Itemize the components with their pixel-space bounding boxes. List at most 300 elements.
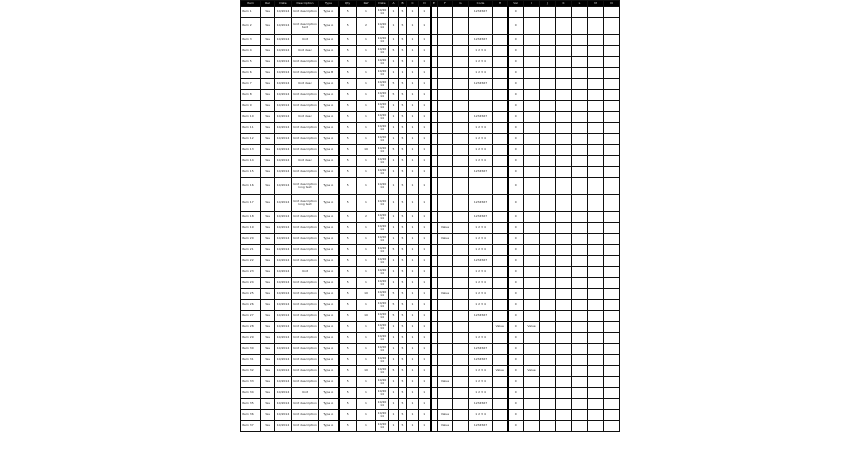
table-cell: 0 [508, 145, 524, 156]
table-cell [572, 421, 588, 432]
table-cell: 1 [357, 90, 376, 101]
table-cell: Yes [261, 256, 275, 267]
table-cell [438, 7, 453, 18]
table-cell [588, 101, 604, 112]
table-cell: Unit description [292, 134, 319, 145]
table-cell [453, 322, 469, 333]
table-cell: Yes [261, 410, 275, 421]
table-cell [556, 112, 572, 123]
table-cell: 5 [389, 79, 399, 90]
table-cell: 10/2014 [275, 234, 292, 245]
table-cell: 10/2014 [275, 134, 292, 145]
table-cell [604, 245, 620, 256]
table-cell: Item 27 [241, 311, 261, 322]
table-cell [431, 90, 438, 101]
table-row [241, 46, 620, 57]
table-cell: 1 [407, 35, 419, 46]
table-cell: 1 [357, 322, 376, 333]
table-cell: 10/2014 [376, 112, 389, 123]
table-cell: Yes [261, 212, 275, 223]
table-cell: 1 [407, 267, 419, 278]
table-cell [588, 145, 604, 156]
table-cell: 0 [508, 167, 524, 178]
table-row [241, 7, 620, 18]
table-cell: Type A [319, 79, 339, 90]
table-cell [604, 410, 620, 421]
table-cell [588, 322, 604, 333]
table-cell [604, 46, 620, 57]
table-cell: Item 9 [241, 101, 261, 112]
table-cell [588, 156, 604, 167]
table-cell: 5 [399, 134, 407, 145]
table-cell [524, 18, 540, 35]
table-cell [588, 278, 604, 289]
table-cell: 5 [339, 234, 357, 245]
table-cell: Yes [261, 234, 275, 245]
table-cell [524, 123, 540, 134]
table-cell: 10/2014 [376, 7, 389, 18]
table-cell: 10/2014 [376, 178, 389, 195]
table-cell: 5 [339, 212, 357, 223]
table-cell: 1 [419, 300, 431, 311]
table-cell: 1 [357, 68, 376, 79]
table-cell [556, 212, 572, 223]
table-cell: 1 [389, 377, 399, 388]
column-header: F [438, 1, 453, 7]
table-cell [493, 123, 508, 134]
table-cell: Item 1 [241, 7, 261, 18]
table-cell [588, 344, 604, 355]
table-cell [493, 300, 508, 311]
table-cell: 5 [399, 90, 407, 101]
table-cell: 10/2014 [376, 421, 389, 432]
table-cell [572, 377, 588, 388]
table-cell: 5 [399, 223, 407, 234]
table-cell: 1 [419, 112, 431, 123]
table-cell: 10/2014 [275, 156, 292, 167]
table-cell: Yes [261, 123, 275, 134]
table-cell: 5 [389, 366, 399, 377]
table-cell: 1 [407, 421, 419, 432]
table-row [241, 79, 620, 90]
table-cell [524, 267, 540, 278]
table-cell [572, 223, 588, 234]
table-cell [438, 46, 453, 57]
table-cell [540, 344, 556, 355]
table-cell [524, 311, 540, 322]
table-cell: 10/2014 [376, 101, 389, 112]
table-cell: Value [438, 234, 453, 245]
table-row [241, 234, 620, 245]
table-cell: Item 4 [241, 46, 261, 57]
table-cell: 10/2014 [376, 18, 389, 35]
table-cell: Item 32 [241, 366, 261, 377]
table-cell [524, 7, 540, 18]
column-header: H [493, 1, 508, 7]
table-cell: 0 [508, 223, 524, 234]
table-cell [572, 388, 588, 399]
table-cell [556, 388, 572, 399]
table-cell [438, 212, 453, 223]
table-cell: 1 [419, 311, 431, 322]
table-cell: Yes [261, 300, 275, 311]
table-cell [431, 112, 438, 123]
table-cell [493, 7, 508, 18]
table-cell [438, 300, 453, 311]
table-cell: 0 [508, 355, 524, 366]
table-cell: 1234567 [469, 7, 493, 18]
table-cell: Item 29 [241, 333, 261, 344]
table-cell: 1 2 3 4 [469, 377, 493, 388]
table-cell [572, 234, 588, 245]
table-cell: Unit description [292, 344, 319, 355]
table-cell: 1 2 3 4 [469, 388, 493, 399]
table-row [241, 101, 620, 112]
table-cell [556, 123, 572, 134]
table-cell: 1 [419, 388, 431, 399]
table-cell [453, 256, 469, 267]
table-cell: 0 [508, 90, 524, 101]
table-cell [438, 90, 453, 101]
table-cell: 1 [389, 344, 399, 355]
table-cell: 10/2014 [376, 355, 389, 366]
table-cell [453, 212, 469, 223]
table-cell: 1 2 3 4 [469, 156, 493, 167]
table-cell: Unit description long text [292, 178, 319, 195]
table-cell: 1 [389, 421, 399, 432]
table-cell [438, 267, 453, 278]
table-cell [438, 112, 453, 123]
table-cell: 1 [419, 366, 431, 377]
table-cell: 1 [357, 245, 376, 256]
table-cell: Unit description [292, 212, 319, 223]
table-cell [588, 410, 604, 421]
table-cell: 1 [407, 333, 419, 344]
table-cell: 10/2014 [376, 344, 389, 355]
table-cell [438, 366, 453, 377]
table-cell: 1 [407, 256, 419, 267]
table-cell [572, 178, 588, 195]
table-cell [493, 112, 508, 123]
table-cell [540, 90, 556, 101]
table-cell: 1 [419, 333, 431, 344]
table-cell: Item 37 [241, 421, 261, 432]
table-cell: 5 [339, 145, 357, 156]
table-cell [453, 289, 469, 300]
table-cell: 10/2014 [376, 134, 389, 145]
table-row [241, 267, 620, 278]
table-cell: Item 2 [241, 18, 261, 35]
table-cell: 1 [407, 167, 419, 178]
table-cell: 1 [419, 245, 431, 256]
table-cell: 1 [419, 355, 431, 366]
table-cell: 1 2 3 4 [469, 57, 493, 68]
table-cell [588, 333, 604, 344]
table-cell: Item 7 [241, 79, 261, 90]
table-cell: Type A [319, 410, 339, 421]
table-cell: Type A [319, 134, 339, 145]
table-cell: Unit description [292, 289, 319, 300]
column-header: D [419, 1, 431, 7]
table-cell: 10/2014 [275, 289, 292, 300]
table-cell: 5 [339, 366, 357, 377]
table-cell: 1 [357, 134, 376, 145]
table-cell: Type A [319, 333, 339, 344]
table-cell: 5 [399, 289, 407, 300]
table-cell: 10/2014 [275, 245, 292, 256]
table-row [241, 145, 620, 156]
table-cell: Unit description [292, 123, 319, 134]
table-cell: 1 [419, 145, 431, 156]
table-cell [438, 123, 453, 134]
table-cell [453, 377, 469, 388]
table-cell: 0 [508, 311, 524, 322]
table-cell [438, 167, 453, 178]
table-cell [493, 79, 508, 90]
table-cell: 1 [389, 388, 399, 399]
table-cell: 5 [399, 399, 407, 410]
table-cell: 10/2014 [376, 256, 389, 267]
table-cell [556, 145, 572, 156]
table-cell [431, 18, 438, 35]
table-cell [540, 311, 556, 322]
table-cell: Yes [261, 35, 275, 46]
table-row [241, 178, 620, 195]
table-cell: 1 [389, 195, 399, 212]
table-cell: Yes [261, 134, 275, 145]
table-cell: 1 [407, 68, 419, 79]
table-cell: 1234567 [469, 35, 493, 46]
table-cell [431, 35, 438, 46]
table-cell: 1 [419, 57, 431, 68]
table-cell [572, 195, 588, 212]
table-cell: 1 [419, 35, 431, 46]
table-cell [540, 156, 556, 167]
table-row [241, 333, 620, 344]
table-cell [493, 195, 508, 212]
table-cell [588, 311, 604, 322]
table-cell: Unit desc [292, 79, 319, 90]
table-cell: 1 [419, 322, 431, 333]
table-cell: 1 [357, 101, 376, 112]
table-cell [431, 278, 438, 289]
table-cell: 5 [399, 421, 407, 432]
table-cell [493, 35, 508, 46]
table-cell [572, 7, 588, 18]
table-cell: 1 [357, 167, 376, 178]
table-cell [431, 145, 438, 156]
table-cell: 10/2014 [275, 399, 292, 410]
table-cell: 5 [389, 46, 399, 57]
table-cell [604, 7, 620, 18]
table-cell: Type A [319, 300, 339, 311]
table-cell: 1 [407, 145, 419, 156]
table-cell: 1234567 [469, 399, 493, 410]
table-cell [453, 355, 469, 366]
table-cell [431, 234, 438, 245]
table-cell: Type A [319, 322, 339, 333]
table-cell: 10/2014 [376, 46, 389, 57]
table-cell [453, 90, 469, 101]
table-cell: Item 20 [241, 234, 261, 245]
table-cell [588, 234, 604, 245]
table-cell: Yes [261, 145, 275, 156]
table-cell: 1 [357, 300, 376, 311]
table-cell [604, 234, 620, 245]
table-cell: Item 13 [241, 145, 261, 156]
table-cell: 5 [389, 145, 399, 156]
table-cell: 5 [339, 300, 357, 311]
table-cell [438, 178, 453, 195]
table-cell: 1 2 3 4 [469, 46, 493, 57]
table-cell [588, 355, 604, 366]
table-cell [453, 223, 469, 234]
table-cell: Unit [292, 388, 319, 399]
table-cell: 5 [339, 377, 357, 388]
table-cell: 5 [399, 7, 407, 18]
table-cell: 10/2014 [275, 195, 292, 212]
table-cell [604, 18, 620, 35]
table-cell: Type A [319, 388, 339, 399]
table-cell [524, 101, 540, 112]
table-cell: Item 5 [241, 57, 261, 68]
table-cell [540, 333, 556, 344]
table-cell [524, 167, 540, 178]
table-cell: 1 [357, 195, 376, 212]
table-cell: 1 [389, 256, 399, 267]
table-cell [556, 344, 572, 355]
table-cell: 5 [339, 18, 357, 35]
table-cell: 5 [399, 388, 407, 399]
table-row [241, 256, 620, 267]
table-cell: 5 [399, 355, 407, 366]
table-cell: Type A [319, 234, 339, 245]
table-cell: 5 [399, 18, 407, 35]
table-cell: 1 [419, 46, 431, 57]
table-cell: 2 [357, 212, 376, 223]
table-cell: Yes [261, 333, 275, 344]
table-cell [493, 156, 508, 167]
table-cell: Yes [261, 156, 275, 167]
column-header: I [524, 1, 540, 7]
table-cell: Item 35 [241, 399, 261, 410]
table-cell: 5 [399, 112, 407, 123]
table-cell: Item 22 [241, 256, 261, 267]
table-cell: 1 [419, 267, 431, 278]
table-cell: 1 [357, 223, 376, 234]
table-cell: Item 12 [241, 134, 261, 145]
table-cell: 1 [419, 256, 431, 267]
table-cell: 1 [419, 18, 431, 35]
table-cell: 5 [339, 245, 357, 256]
table-cell [431, 322, 438, 333]
table-cell [540, 278, 556, 289]
column-header: J [540, 1, 556, 7]
table-cell [604, 156, 620, 167]
table-cell: 0 [508, 333, 524, 344]
table-cell [556, 35, 572, 46]
table-cell: Unit description [292, 245, 319, 256]
table-cell: Type A [319, 245, 339, 256]
table-cell [604, 256, 620, 267]
table-cell: 1 [357, 156, 376, 167]
table-cell: Unit description [292, 256, 319, 267]
table-cell [453, 7, 469, 18]
table-cell: 0 [508, 267, 524, 278]
table-cell: Yes [261, 322, 275, 333]
table-cell: Unit description [292, 322, 319, 333]
table-cell: 5 [399, 300, 407, 311]
column-header: Type [319, 1, 339, 7]
table-row [241, 18, 620, 35]
table-cell [556, 134, 572, 145]
table-cell: 0 [508, 410, 524, 421]
table-cell: 1 [407, 355, 419, 366]
table-cell: 1 [407, 388, 419, 399]
table-cell: 10/2014 [275, 355, 292, 366]
table-cell: 10 [357, 366, 376, 377]
table-cell [453, 35, 469, 46]
table-cell [524, 333, 540, 344]
table-cell [572, 167, 588, 178]
table-cell: 1 [407, 134, 419, 145]
table-cell: 5 [339, 195, 357, 212]
table-cell [604, 79, 620, 90]
table-cell: 1 [389, 322, 399, 333]
table-cell [438, 18, 453, 35]
table-cell: 1 [419, 223, 431, 234]
table-cell: 1 [407, 366, 419, 377]
table-cell: Type A [319, 366, 339, 377]
table-cell [469, 322, 493, 333]
table-cell: 10/2014 [376, 311, 389, 322]
table-cell: 5 [339, 101, 357, 112]
table-cell [604, 90, 620, 101]
table-cell: 5 [399, 101, 407, 112]
table-cell [604, 333, 620, 344]
table-cell: 10/2014 [376, 377, 389, 388]
table-cell [493, 212, 508, 223]
table-cell [588, 178, 604, 195]
table-cell [453, 57, 469, 68]
table-cell: 1 [357, 79, 376, 90]
table-cell: 1 2 3 4 [469, 267, 493, 278]
table-cell: 1 [357, 7, 376, 18]
table-cell: 5 [339, 388, 357, 399]
table-cell [431, 178, 438, 195]
table-cell: Item 24 [241, 278, 261, 289]
table-cell: Unit desc [292, 156, 319, 167]
table-cell [438, 57, 453, 68]
table-cell: 10/2014 [275, 112, 292, 123]
table-cell: 1 [407, 311, 419, 322]
table-cell [431, 399, 438, 410]
table-cell [588, 377, 604, 388]
table-cell: 10/2014 [275, 101, 292, 112]
table-cell [438, 156, 453, 167]
column-header: E [431, 1, 438, 7]
table-cell: 1 [389, 18, 399, 35]
table-cell: Yes [261, 289, 275, 300]
table-cell [588, 245, 604, 256]
table-cell [524, 90, 540, 101]
table-cell: 10/2014 [376, 289, 389, 300]
table-cell: Item 21 [241, 245, 261, 256]
table-cell: 1 [407, 410, 419, 421]
table-cell: 1 [357, 234, 376, 245]
table-cell: Type A [319, 145, 339, 156]
table-cell: Type A [319, 7, 339, 18]
